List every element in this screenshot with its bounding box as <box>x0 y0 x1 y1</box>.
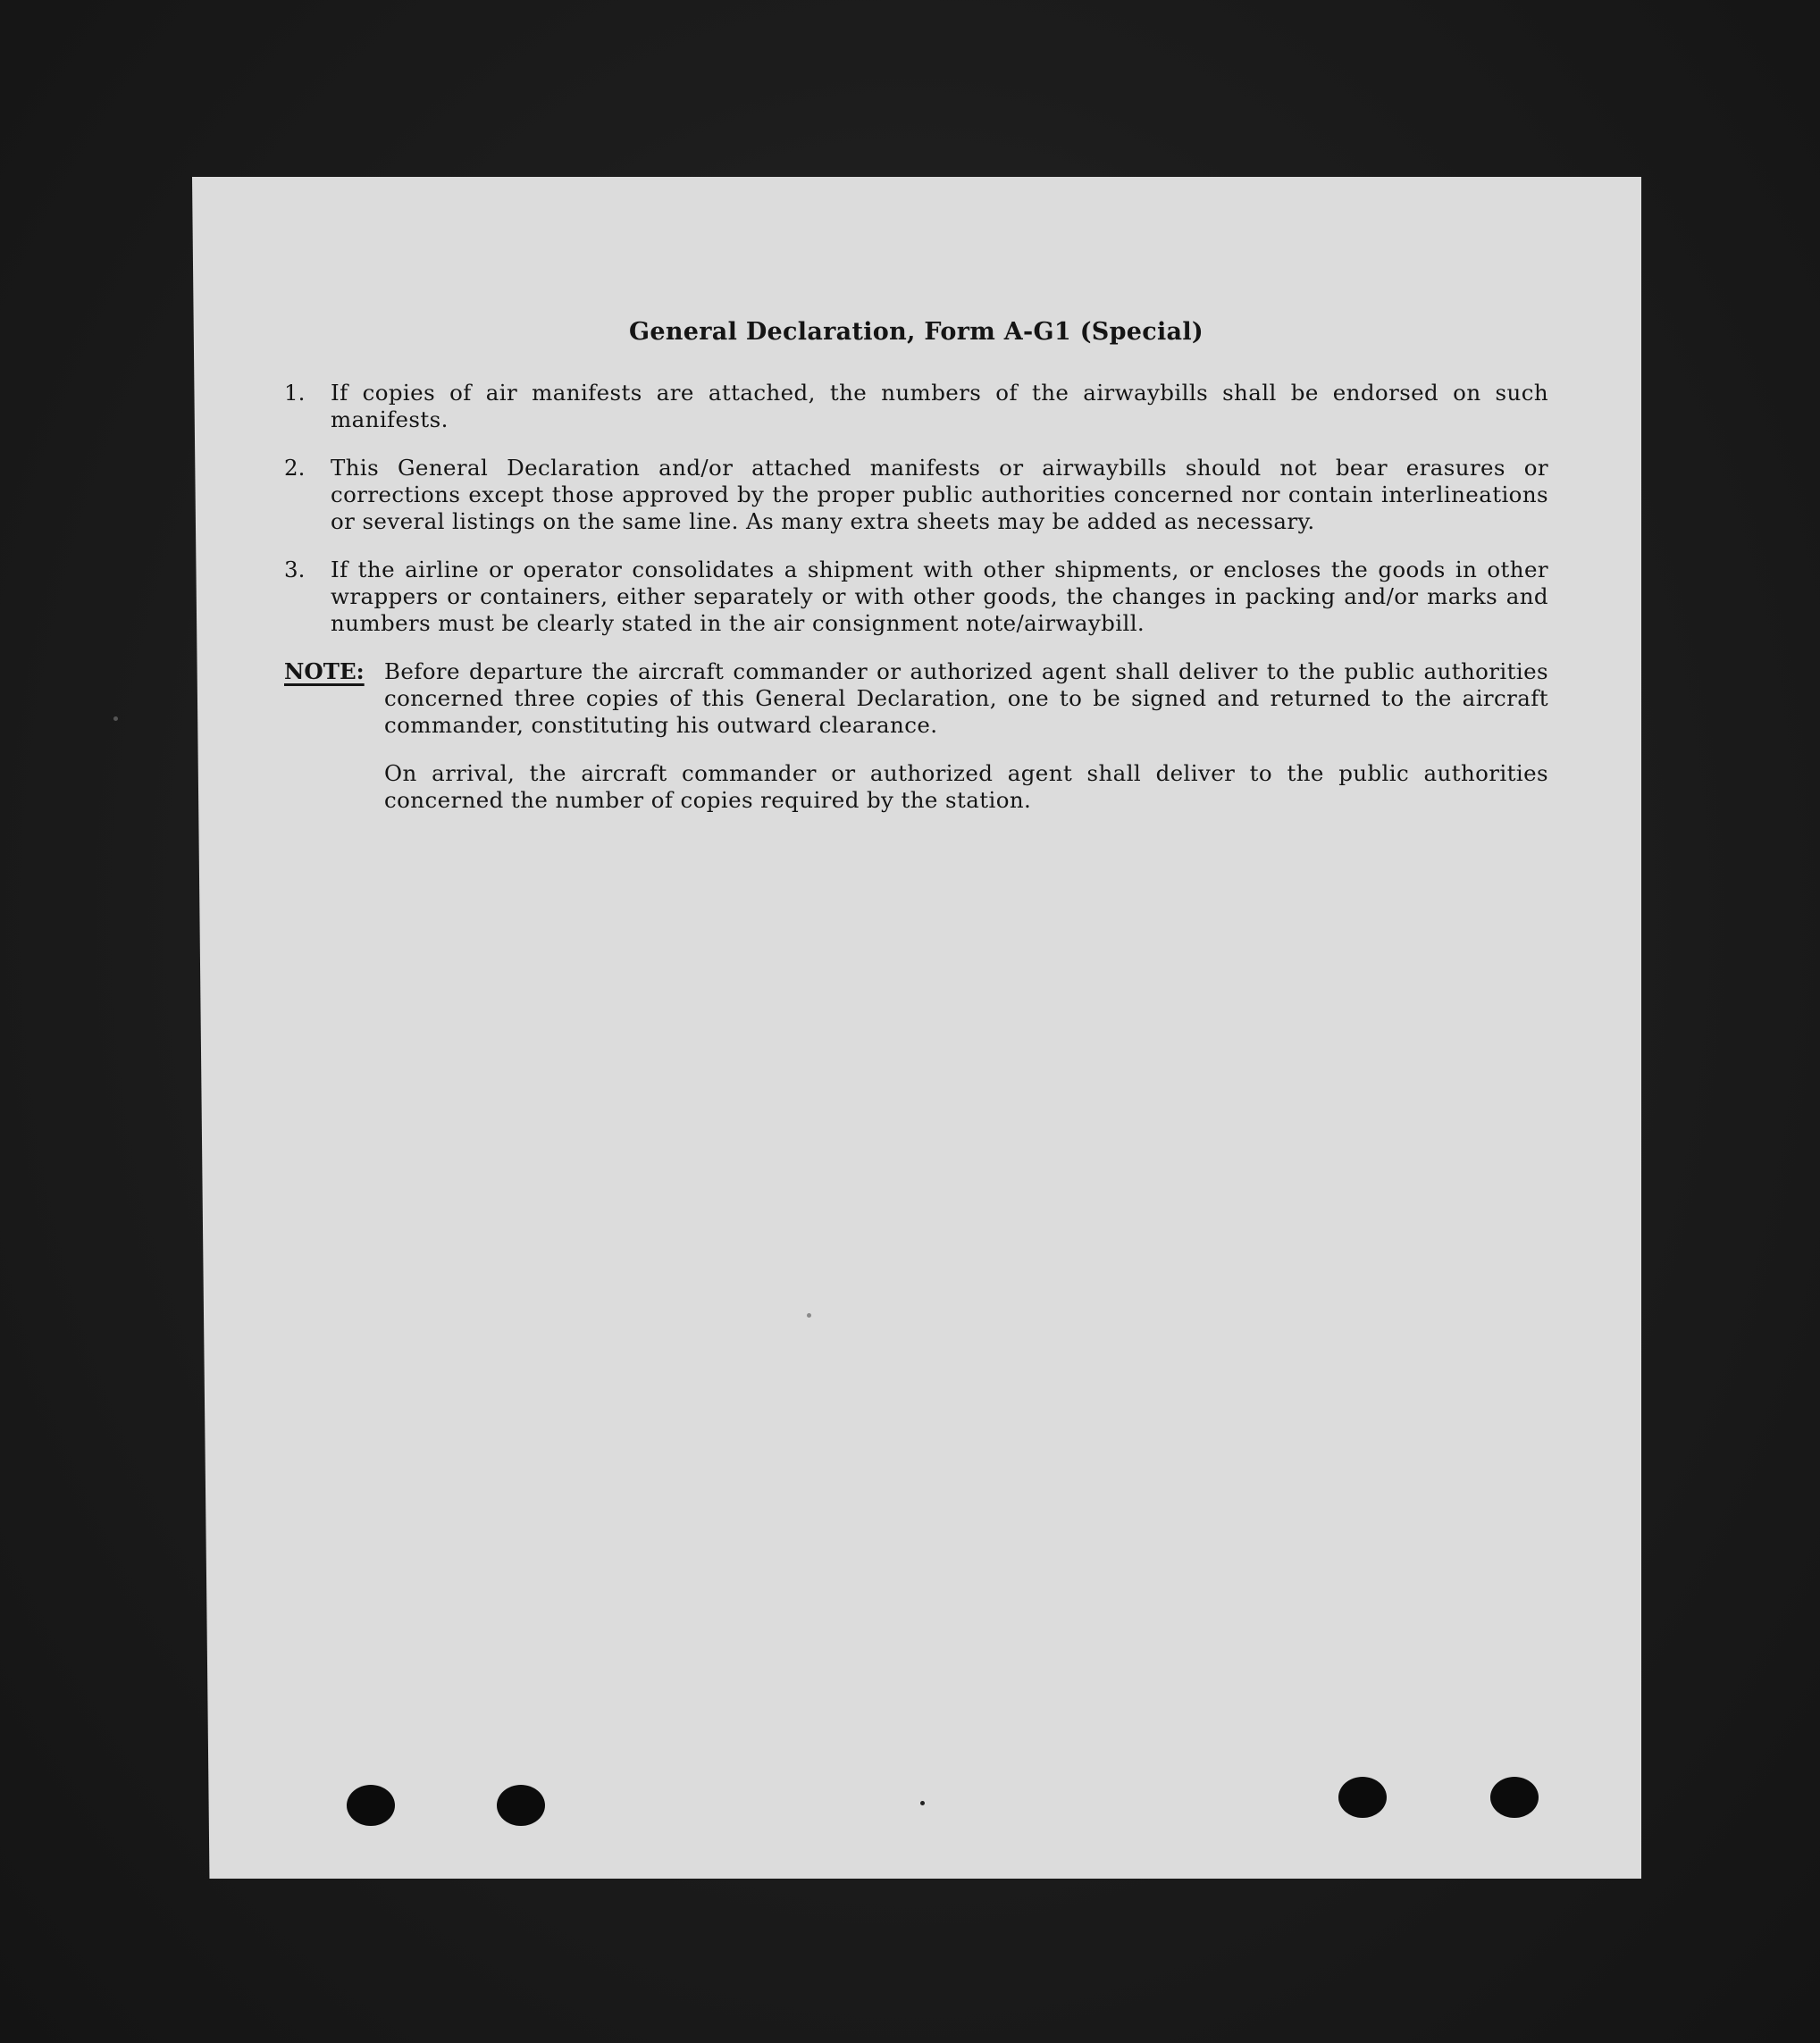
item-number: 1. <box>284 380 306 406</box>
item-number: 2. <box>284 455 306 481</box>
item-text: This General Declaration and/or attached manifests or airwaybills should not bear erasures or corrections except those approved by the proper public authorities concerned nor contain interlineations or several listings on the same line. As many extra sheets may be added as necessary. <box>331 455 1548 534</box>
punch-hole <box>1490 1777 1539 1818</box>
note-section <box>284 658 1548 835</box>
note-paragraph: Before departure the aircraft commander or authorized agent shall deliver to the public authorities concerned three copies of this General Declaration, one to be signed and returned to the aircraft commander, constituting his outward clearance. <box>384 658 1548 738</box>
note-label: NOTE: <box>284 658 365 684</box>
dust-speck <box>113 716 118 721</box>
dust-speck <box>920 1801 925 1805</box>
item-number: 3. <box>284 557 306 582</box>
note-paragraph: On arrival, the aircraft commander or authorized agent shall deliver to the public authorities concerned the number of copies required by the station. <box>384 760 1548 813</box>
list-item <box>284 380 1548 433</box>
punch-hole <box>1338 1777 1387 1818</box>
item-text: If copies of air manifests are attached, the numbers of the airwaybills shall be endorsed on such manifests. <box>331 380 1548 432</box>
document-title: General Declaration, Form A-G1 (Special) <box>629 318 1204 346</box>
punch-hole <box>497 1785 545 1826</box>
document-content <box>284 319 1548 835</box>
list-item <box>284 455 1548 535</box>
punch-hole <box>347 1785 395 1826</box>
note-body <box>384 658 1548 835</box>
list-item <box>284 557 1548 637</box>
dust-speck <box>807 1313 811 1318</box>
item-text: If the airline or operator consolidates a shipment with other shipments, or encloses the goods in other wrappers or containers, either separately or with other goods, the changes in packing and/or marks and numbers must be clearly stated in the air consignment note/airwaybill. <box>331 557 1548 636</box>
